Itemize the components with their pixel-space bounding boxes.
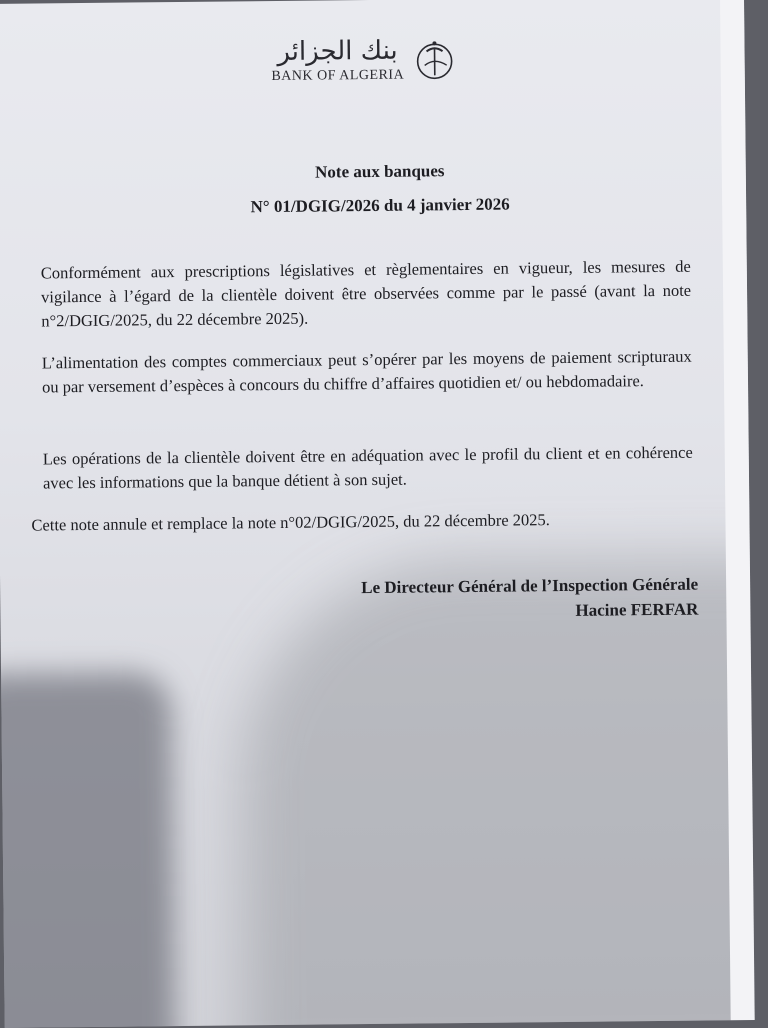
paragraph-3: Les opérations de la clientèle doivent être en adéquation avec le profil du client et en cohérence avec les informations que la banque détient à son sujet. xyxy=(42,442,693,493)
hand-shadow-right xyxy=(240,555,755,1028)
paragraph-2: L’alimentation des comptes commerciaux peut s’opérer par les moyens de paiement scripturaux ou par versement d’espèces à concours du chiffre d’affaires quotidien et/ ou hebdomadaire. xyxy=(41,346,692,397)
logo-latin-text: BANK OF ALGERIA xyxy=(271,67,405,85)
bank-emblem-icon xyxy=(412,35,457,83)
signatory-name: Hacine FERFAR xyxy=(575,599,699,620)
note-reference: N° 01/DGIG/2026 du 4 janvier 2026 xyxy=(250,194,510,217)
bank-logo xyxy=(256,33,457,91)
signatory-role: Le Directeur Général de l’Inspection Générale xyxy=(361,574,699,598)
logo-arabic-text: بنك الجزائر xyxy=(277,35,398,67)
note-title: Note aux banques xyxy=(314,161,445,182)
hand-shadow-left xyxy=(0,672,175,1028)
paragraph-4: Cette note annule et remplace la note n°02/DGIG/2025, du 22 décembre 2025. xyxy=(31,510,550,535)
paragraph-1: Conformément aux prescriptions législatives et règlementaires en vigueur, les mesures de vigilance à l’égard de la clientèle doivent être observées comme par le passé (avant la note n°2/DGIG/2025, du 22 décembre 2025). xyxy=(40,256,692,331)
